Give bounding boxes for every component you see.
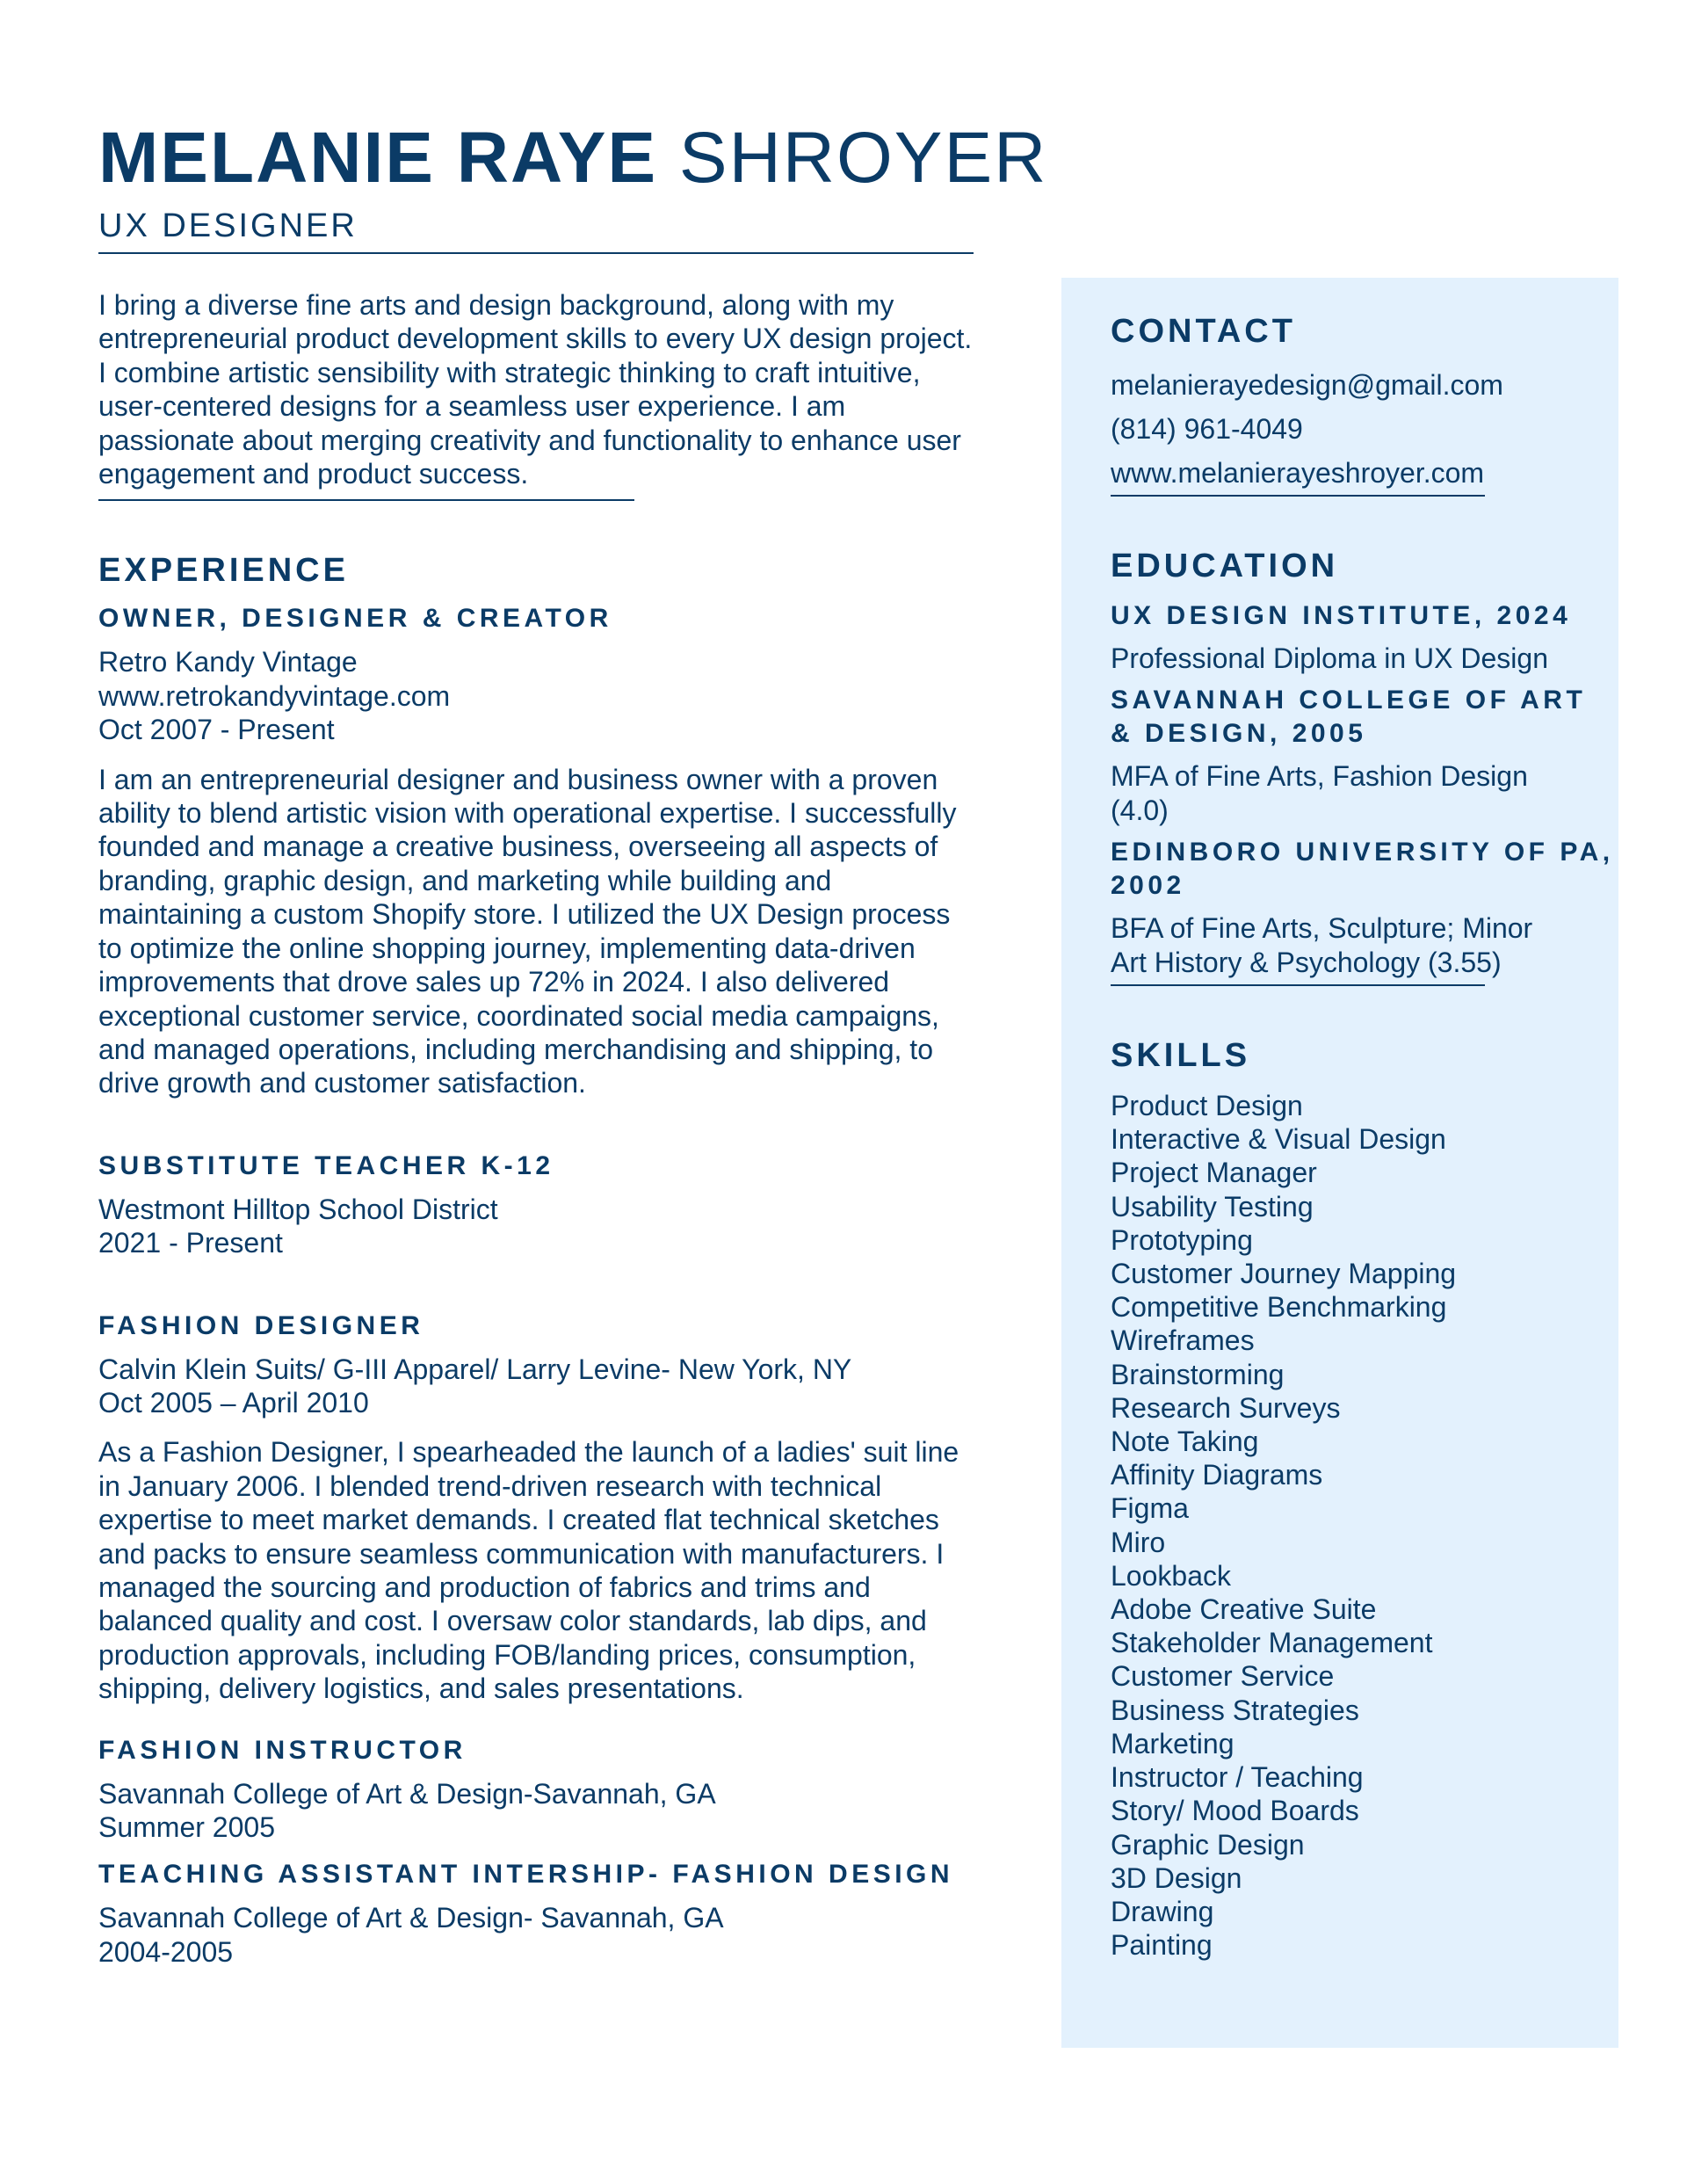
skills-heading: SKILLS bbox=[1111, 1037, 1251, 1075]
degree: Professional Diploma in UX Design bbox=[1111, 642, 1548, 674]
skill-item: Figma bbox=[1111, 1492, 1189, 1525]
skill-item: Wireframes bbox=[1111, 1324, 1255, 1357]
skill-item: Research Surveys bbox=[1111, 1391, 1341, 1424]
degree: MFA of Fine Arts, Fashion Design bbox=[1111, 760, 1528, 793]
school-name: EDINBORO UNIVERSITY OF PA, bbox=[1111, 838, 1614, 867]
skill-item: Business Strategies bbox=[1111, 1694, 1359, 1726]
skill-item: 3D Design bbox=[1111, 1861, 1242, 1894]
skills-list bbox=[1111, 1089, 1585, 1962]
job-dates: Oct 2005 – April 2010 bbox=[98, 1386, 369, 1419]
sidebar bbox=[1061, 278, 1618, 2048]
skill-item: Drawing bbox=[1111, 1895, 1214, 1927]
education-entry bbox=[1111, 836, 1614, 979]
skill-item: Prototyping bbox=[1111, 1223, 1253, 1256]
job-entry bbox=[98, 1860, 977, 1969]
skill-item: Customer Journey Mapping bbox=[1111, 1258, 1457, 1290]
education-heading: EDUCATION bbox=[1111, 548, 1339, 584]
school-name: SAVANNAH COLLEGE OF ART bbox=[1111, 686, 1587, 715]
skill-item: Painting bbox=[1111, 1929, 1213, 1962]
job-entry bbox=[98, 604, 977, 1099]
name-last: SHROYER bbox=[678, 118, 1048, 198]
job-description: As a Fashion Designer, I spearheaded the launch of a ladies' suit line in January 2006. I blended trend-driven research with technical expertise to meet market demands. I created flat technical sketches and packs to ensure seamless communication with manufacturers. I managed the sourcing and production of fabrics and trims and balanced quality and cost. I oversaw color standards, lab dips, and production approvals, including FOB/landing prices, consumption, shipping, delivery logistics, and sales presentations. bbox=[98, 1436, 959, 1705]
skill-item: Story/ Mood Boards bbox=[1111, 1795, 1359, 1827]
employer-name: Savannah College of Art & Design- Savannah, GA bbox=[98, 1902, 724, 1934]
contact-heading: CONTACT bbox=[1111, 313, 1296, 350]
job-description: I am an entrepreneurial designer and business owner with a proven ability to blend artistic vision with operational expertise. I successfully founded and manage a creative business, overseeing all aspects of branding, graphic design, and marketing while building and maintaining a custom Shopify store. I utilized the UX Design process to optimize the online shopping journey, implementing data-driven improvements that drove sales up 72% in 2024. I also delivered exceptional customer service, coordinated social media campaigns, and managed operations, including merchandising and shipping, to drive growth and customer satisfaction. bbox=[98, 763, 957, 1099]
skill-item: Adobe Creative Suite bbox=[1111, 1593, 1377, 1626]
degree-cont: Art History & Psychology (3.55) bbox=[1111, 946, 1502, 978]
skill-item: Affinity Diagrams bbox=[1111, 1459, 1323, 1491]
contact-email[interactable]: melanierayedesign@gmail.com bbox=[1111, 369, 1503, 401]
job-entry bbox=[98, 1736, 977, 1845]
school-name-cont: 2002 bbox=[1111, 871, 1185, 901]
job-dates: 2004-2005 bbox=[98, 1935, 234, 1968]
name-first: MELANIE RAYE bbox=[98, 118, 658, 198]
job-entry bbox=[98, 1151, 977, 1260]
skill-item: Usability Testing bbox=[1111, 1190, 1314, 1223]
job-dates: Oct 2007 - Present bbox=[98, 714, 335, 746]
education-entry bbox=[1111, 599, 1585, 675]
job-dates: Summer 2005 bbox=[98, 1811, 275, 1843]
school-name-cont: & DESIGN, 2005 bbox=[1111, 719, 1367, 749]
skill-item: Stakeholder Management bbox=[1111, 1627, 1433, 1659]
experience-heading: EXPERIENCE bbox=[98, 552, 349, 590]
job-title: FASHION INSTRUCTOR bbox=[98, 1735, 467, 1765]
contact-phone[interactable]: (814) 961-4049 bbox=[1111, 413, 1303, 445]
employer-name: Savannah College of Art & Design-Savannah, GA bbox=[98, 1777, 716, 1810]
summary-divider bbox=[98, 499, 634, 501]
job-role: UX DESIGNER bbox=[98, 207, 358, 244]
education-divider bbox=[1111, 984, 1485, 986]
school-name: UX DESIGN INSTITUTE, 2024 bbox=[1111, 601, 1572, 630]
job-title: FASHION DESIGNER bbox=[98, 1310, 424, 1340]
contact-divider bbox=[1111, 495, 1485, 497]
skill-item: Note Taking bbox=[1111, 1426, 1259, 1458]
skill-item: Competitive Benchmarking bbox=[1111, 1291, 1447, 1324]
job-title: SUBSTITUTE TEACHER K-12 bbox=[98, 1150, 554, 1180]
job-dates: 2021 - Present bbox=[98, 1227, 283, 1259]
company-website[interactable]: www.retrokandyvintage.com bbox=[98, 679, 451, 712]
employer-name: Westmont Hilltop School District bbox=[98, 1193, 498, 1225]
skill-item: Brainstorming bbox=[1111, 1358, 1285, 1390]
skill-item: Interactive & Visual Design bbox=[1111, 1123, 1446, 1156]
skill-item: Graphic Design bbox=[1111, 1828, 1305, 1861]
skill-item: Lookback bbox=[1111, 1559, 1231, 1592]
contact-website[interactable]: www.melanierayeshroyer.com bbox=[1111, 457, 1485, 489]
header-divider bbox=[98, 252, 974, 254]
sidebar-content bbox=[1111, 313, 1614, 1962]
resume-header bbox=[98, 116, 1048, 245]
job-title: TEACHING ASSISTANT INTERSHIP- FASHION DESIGN bbox=[98, 1860, 954, 1890]
candidate-name bbox=[98, 116, 1048, 200]
job-title: OWNER, DESIGNER & CREATOR bbox=[98, 604, 612, 634]
job-entry bbox=[98, 1311, 977, 1706]
main-column bbox=[98, 288, 977, 1969]
skill-item: Product Design bbox=[1111, 1090, 1303, 1122]
skill-item: Miro bbox=[1111, 1526, 1166, 1558]
company-name: Retro Kandy Vintage bbox=[98, 646, 358, 678]
education-entry bbox=[1111, 684, 1585, 827]
skill-item: Marketing bbox=[1111, 1727, 1234, 1760]
skill-item: Project Manager bbox=[1111, 1157, 1317, 1189]
skill-item: Instructor / Teaching bbox=[1111, 1761, 1364, 1794]
degree: BFA of Fine Arts, Sculpture; Minor bbox=[1111, 912, 1533, 945]
skill-item: Customer Service bbox=[1111, 1660, 1335, 1693]
summary-text: I bring a diverse fine arts and design background, along with my entrepreneurial product development skills to every UX design project. I combine artistic sensibility with strategic thinking to craft intuitive, user-centered designs for a seamless user experience. I am passionate about merging creativity and functionality to enhance user engagement and product success. bbox=[98, 289, 973, 490]
employer-name: Calvin Klein Suits/ G-III Apparel/ Larry Levine- New York, NY bbox=[98, 1353, 852, 1385]
degree-cont: (4.0) bbox=[1111, 794, 1169, 826]
